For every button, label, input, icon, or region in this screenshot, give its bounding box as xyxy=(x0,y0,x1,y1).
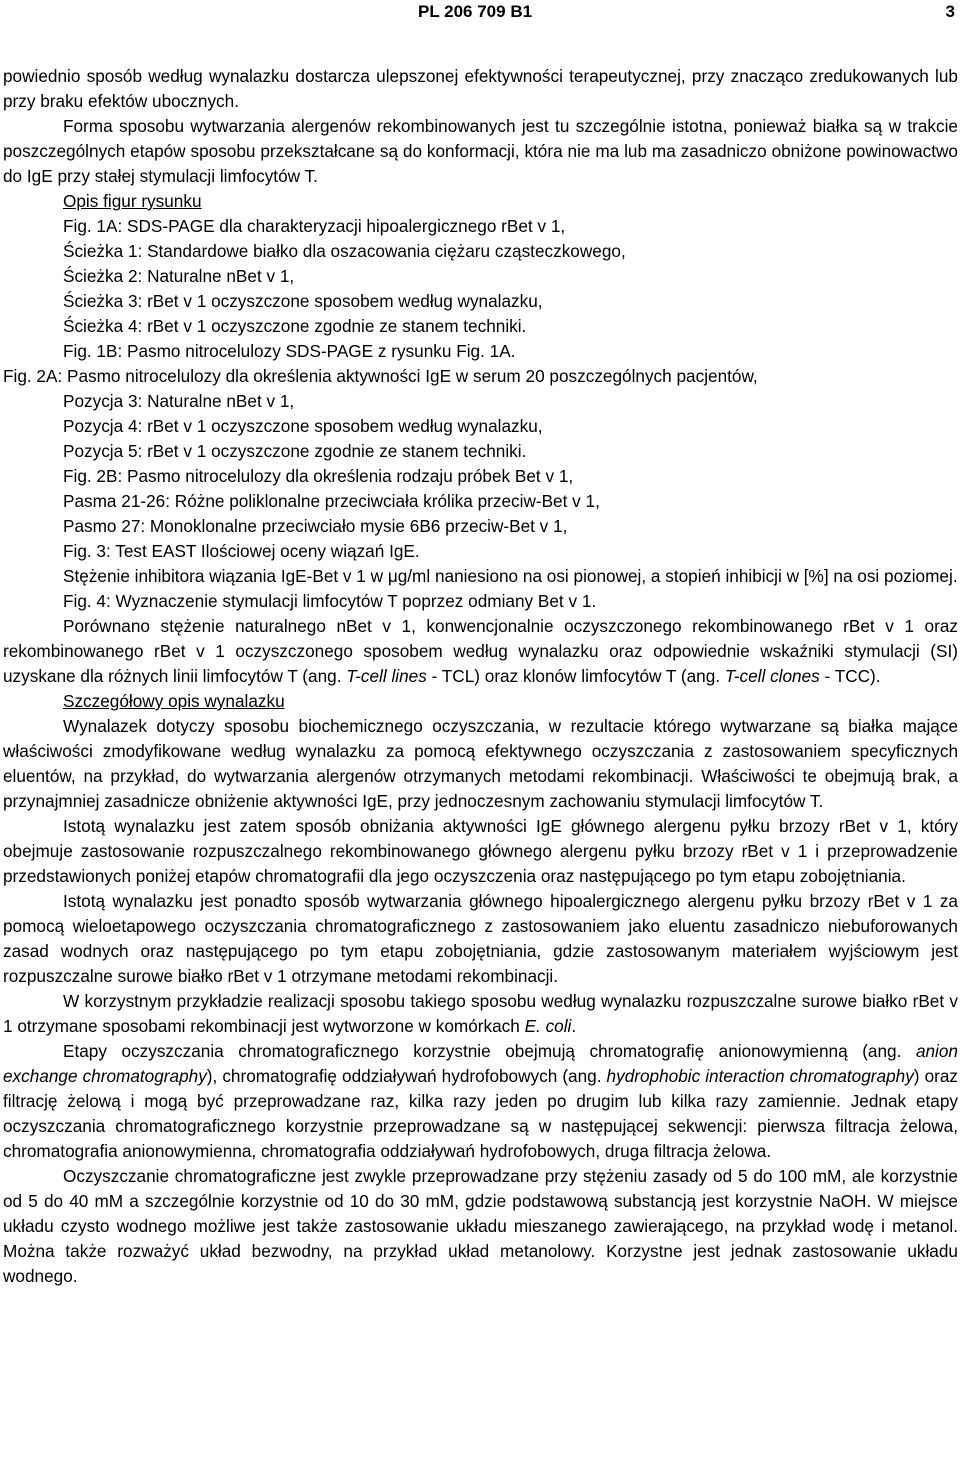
fig-line: Ścieżka 3: rBet v 1 oczyszczone sposobem według wynalazku, xyxy=(63,291,543,311)
text-run: W korzystnym przykładzie realizacji sposobu takiego sposobu według wynalazku rozpuszczalne surowe białko rBet v 1 otrzymane sposobami rekombinacji jest wytworzone w komórkach xyxy=(3,991,958,1036)
text-run: - TCC). xyxy=(819,666,881,686)
paragraph-detail-4 xyxy=(3,989,958,1039)
fig-line: Pozycja 5: rBet v 1 oczyszczone zgodnie ze stanem techniki. xyxy=(63,441,527,461)
fig-line: Ścieżka 4: rBet v 1 oczyszczone zgodnie ze stanem techniki. xyxy=(63,316,527,336)
text-run: ) oraz filtrację żelową i mogą być przeprowadzane raz, kilka razy jeden po drugim lub kilka razy zamiennie. Jednak etapy oczyszczania chromatograficznego korzystnie przeprowadzane są w następującej sekwencji: pierwsza filtracja żelowa, chromatografia anionowymienna, chromatografia oddziaływań hydrofobowych, druga filtracja żelowa. xyxy=(3,1066,959,1161)
page-header xyxy=(0,0,960,30)
fig-line: Fig. 1A: SDS-PAGE dla charakteryzacji hipoalergicznego rBet v 1, xyxy=(63,216,566,236)
fig-4-description: Fig. 4: Wyznaczenie stymulacji limfocytów T poprzez odmiany Bet v 1. xyxy=(63,591,597,611)
fig-line: Ścieżka 2: Naturalne nBet v 1, xyxy=(63,266,295,286)
fig-line: Fig. 3: Test EAST Ilościowej oceny wiązań IgE. xyxy=(63,541,420,561)
page-number: 3 xyxy=(945,2,955,21)
fig-line: Pozycja 3: Naturalne nBet v 1, xyxy=(63,391,295,411)
fig-line: Ścieżka 1: Standardowe białko dla oszacowania ciężaru cząsteczkowego, xyxy=(63,241,626,261)
italic-term: hydrophobic interaction chromatography xyxy=(606,1066,914,1086)
detail-heading-text: Szczegółowy opis wynalazku xyxy=(63,691,285,711)
fig-line: Fig. 2B: Pasmo nitrocelulozy dla określenia rodzaju próbek Bet v 1, xyxy=(63,466,574,486)
paragraph-form: Forma sposobu wytwarzania alergenów rekombinowanych jest tu szczególnie istotna, ponieważ białka są w trakcie poszczególnych etapów sposobu przekształcane są do konformacji, która nie ma lub ma zasadniczo obniżone powinowactwo do IgE przy stałej stymulacji limfocytów T. xyxy=(3,116,958,186)
fig-line: Pozycja 4: rBet v 1 oczyszczone sposobem według wynalazku, xyxy=(63,416,543,436)
paragraph-detail-5 xyxy=(3,1039,958,1164)
fig-line: Pasmo 27: Monoklonalne przeciwciało mysie 6B6 przeciw-Bet v 1, xyxy=(63,516,568,536)
paragraph-detail-6: Oczyszczanie chromatograficzne jest zwykle przeprowadzane przy stężeniu zasady od 5 do 100 mM, ale korzystnie od 5 do 40 mM a szczególnie korzystnie od 10 do 30 mM, gdzie podstawową substancją jest korzystnie NaOH. W miejsce układu czysto wodnego możliwe jest także zastosowanie układu mieszanego zawierającego, na przykład wodę i metanol. Można także rozważyć układ bezwodny, na przykład układ metanolowy. Korzystne jest jednak zastosowanie układu wodnego. xyxy=(3,1166,958,1286)
fig-line: Fig. 1B: Pasmo nitrocelulozy SDS-PAGE z rysunku Fig. 1A. xyxy=(63,341,516,361)
text-run: Porównano stężenie naturalnego nBet v 1, konwencjonalnie oczyszczonego rekombinowanego rBet v 1 oraz rekombinowanego rBet v 1 oczyszczonego sposobem według wynalazku oraz odpowiednie wskaźniki stymulacji (SI) uzyskane dla różnych linii limfocytów T (ang. xyxy=(3,616,958,686)
paragraph-comparison xyxy=(3,614,958,689)
text-run: - TCL) oraz klonów limfocytów T (ang. xyxy=(426,666,725,686)
paragraph-detail-2: Istotą wynalazku jest zatem sposób obniżania aktywności IgE głównego alergenu pyłku brzozy rBet v 1, który obejmuje zastosowanie rozpuszczalnego rekombinowanego głównego alergenu pyłku brzozy rBet v 1 i przeprowadzenie przedstawionych poniżej etapów chromatografii dla jego oczyszczenia oraz następującego po tym etapu zobojętniania. xyxy=(3,816,958,886)
paragraph-detail-1: Wynalazek dotyczy sposobu biochemicznego oczyszczania, w rezultacie którego wytwarzane są białka mające właściwości zmodyfikowane według wynalazku za pomocą efektywnego oczyszczania z zastosowaniem specyficznych eluentów, na przykład, do wytwarzania alergenów otrzymanych metodami rekombinacji. Właściwości te obejmują brak, a przynajmniej zasadnicze obniżenie aktywności IgE, przy jednoczesnym zachowaniu stymulacji limfocytów T. xyxy=(3,716,958,811)
text-run: ), chromatografię oddziaływań hydrofobowych (ang. xyxy=(206,1066,607,1086)
fig-line: Pasma 21-26: Różne poliklonalne przeciwciała królika przeciw-Bet v 1, xyxy=(63,491,600,511)
fig-2a-description: Fig. 2A: Pasmo nitrocelulozy dla określenia aktywności IgE w serum 20 poszczególnych pacjentów, xyxy=(3,366,758,386)
document-body xyxy=(3,64,958,1289)
paragraph-detail-3: Istotą wynalazku jest ponadto sposób wytwarzania głównego hipoalergicznego alergenu pyłku brzozy rBet v 1 za pomocą wieloetapowego oczyszczania chromatograficznego z zastosowaniem jako eluentu zasadniczo niebuforowanych zasad wodnych oraz następującego po tym etapu zobojętniania, gdzie zastosowanym materiałem wyjściowym jest rozpuszczalne surowe białko rBet v 1 otrzymane metodami rekombinacji. xyxy=(3,891,958,986)
text-run: . xyxy=(571,1016,577,1036)
paragraph-continuation: powiednio sposób według wynalazku dostarcza ulepszonej efektywności terapeutycznej, przy znacząco zredukowanych lub przy braku efektów ubocznych. xyxy=(3,66,958,111)
figures-heading-text: Opis figur rysunku xyxy=(63,191,202,211)
italic-term: T-cell clones xyxy=(724,666,820,686)
italic-term: anion exchange chromatography xyxy=(3,1041,958,1086)
fig-3-axis-description: Stężenie inhibitora wiązania IgE-Bet v 1 w μg/ml naniesiono na osi pionowej, a stopień inhibicji w [%] na osi poziomej. xyxy=(63,566,958,586)
italic-term: T-cell lines xyxy=(346,666,427,686)
patent-number: PL 206 709 B1 xyxy=(418,2,533,21)
italic-term: E. coli xyxy=(524,1016,572,1036)
detail-heading xyxy=(3,689,958,714)
figures-heading xyxy=(3,189,958,214)
text-run: Etapy oczyszczania chromatograficznego korzystnie obejmują chromatografię anionowymienną (ang. xyxy=(63,1041,916,1061)
